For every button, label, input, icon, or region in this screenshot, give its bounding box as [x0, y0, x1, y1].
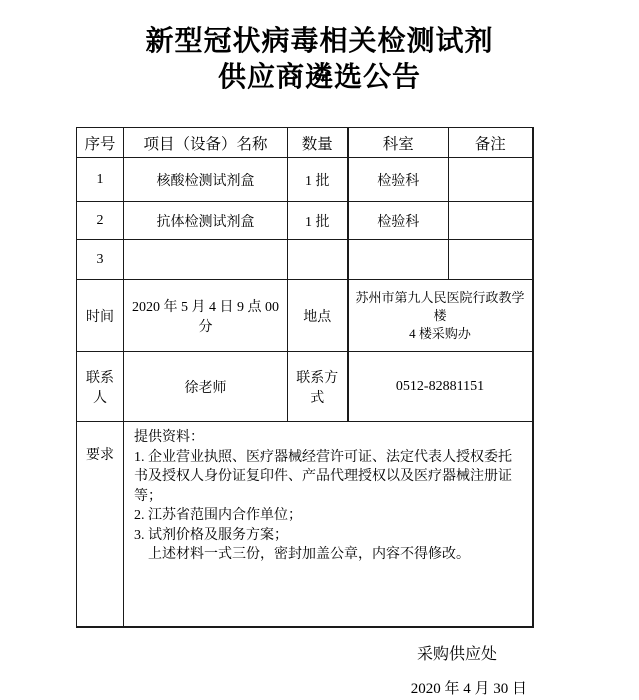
table-row: [77, 202, 533, 240]
cell-qty: 1 批: [288, 158, 348, 202]
title-line-1: 新型冠状病毒相关检测试剂: [145, 26, 494, 57]
table-row: [77, 240, 533, 280]
document-title: [0, 0, 639, 96]
contact-method-label-cell: 联系方式: [288, 352, 348, 422]
table-row: [77, 158, 533, 202]
place-label-cell: 地点: [288, 280, 348, 352]
requirement-intro: 提供资料：: [134, 430, 204, 445]
footer-department: 采购供应处: [416, 645, 497, 663]
cell-seq: 1: [77, 158, 124, 202]
header-cell-name: 项目（设备）名称: [124, 128, 288, 158]
cell-seq: 3: [77, 240, 124, 280]
cell-dept: [348, 240, 449, 280]
procurement-table: [76, 127, 534, 628]
place-value-line-1: 苏州市第九人民医院行政教学楼: [355, 289, 525, 323]
cell-note: [449, 202, 533, 240]
cell-qty: [288, 240, 348, 280]
cell-dept: 检验科: [348, 202, 449, 240]
requirement-content-cell: [124, 422, 533, 627]
time-value-cell: 2020 年 5 月 4 日 9 点 00 分: [124, 280, 288, 352]
header-row: [77, 128, 533, 158]
cell-name: [124, 240, 288, 280]
requirement-closing: 上述材料一式三份，密封加盖公章，内容不得修改。: [148, 547, 470, 562]
cell-name: 抗体检测试剂盒: [124, 202, 288, 240]
place-value-line-2: 4 楼采购办: [409, 325, 471, 341]
cell-note: [449, 240, 533, 280]
place-value-cell: [348, 280, 533, 352]
cell-name: 核酸检测试剂盒: [124, 158, 288, 202]
cell-note: [449, 158, 533, 202]
footer-date: 2020 年 4 月 30 日: [410, 680, 527, 697]
title-line-2: 供应商遴选公告: [217, 62, 421, 93]
cell-dept: 检验科: [348, 158, 449, 202]
header-cell-dept: 科室: [348, 128, 449, 158]
contact-name-cell: 徐老师: [124, 352, 288, 422]
contact-row: [77, 352, 533, 422]
requirement-row: [77, 422, 533, 627]
header-cell-seq: 序号: [77, 128, 124, 158]
time-label-cell: 时间: [77, 280, 124, 352]
requirement-item-3: 3. 试剂价格及服务方案；: [134, 527, 288, 543]
contact-label-cell: 联系人: [77, 352, 124, 422]
header-cell-note: 备注: [449, 128, 533, 158]
requirement-label-cell: 要求: [77, 422, 124, 627]
requirement-item-2: 2. 江苏省范围内合作单位；: [134, 508, 302, 523]
header-cell-qty: 数量: [288, 128, 348, 158]
cell-qty: 1 批: [288, 202, 348, 240]
requirement-item-1: 1. 企业营业执照、医疗器械经营许可证、法定代表人授权委托书及授权人身份证复印件、产品代理授权以及医疗器械注册证等；: [134, 449, 512, 504]
time-row: [77, 280, 533, 352]
contact-phone-cell: 0512-82881151: [348, 352, 533, 422]
cell-seq: 2: [77, 202, 124, 240]
